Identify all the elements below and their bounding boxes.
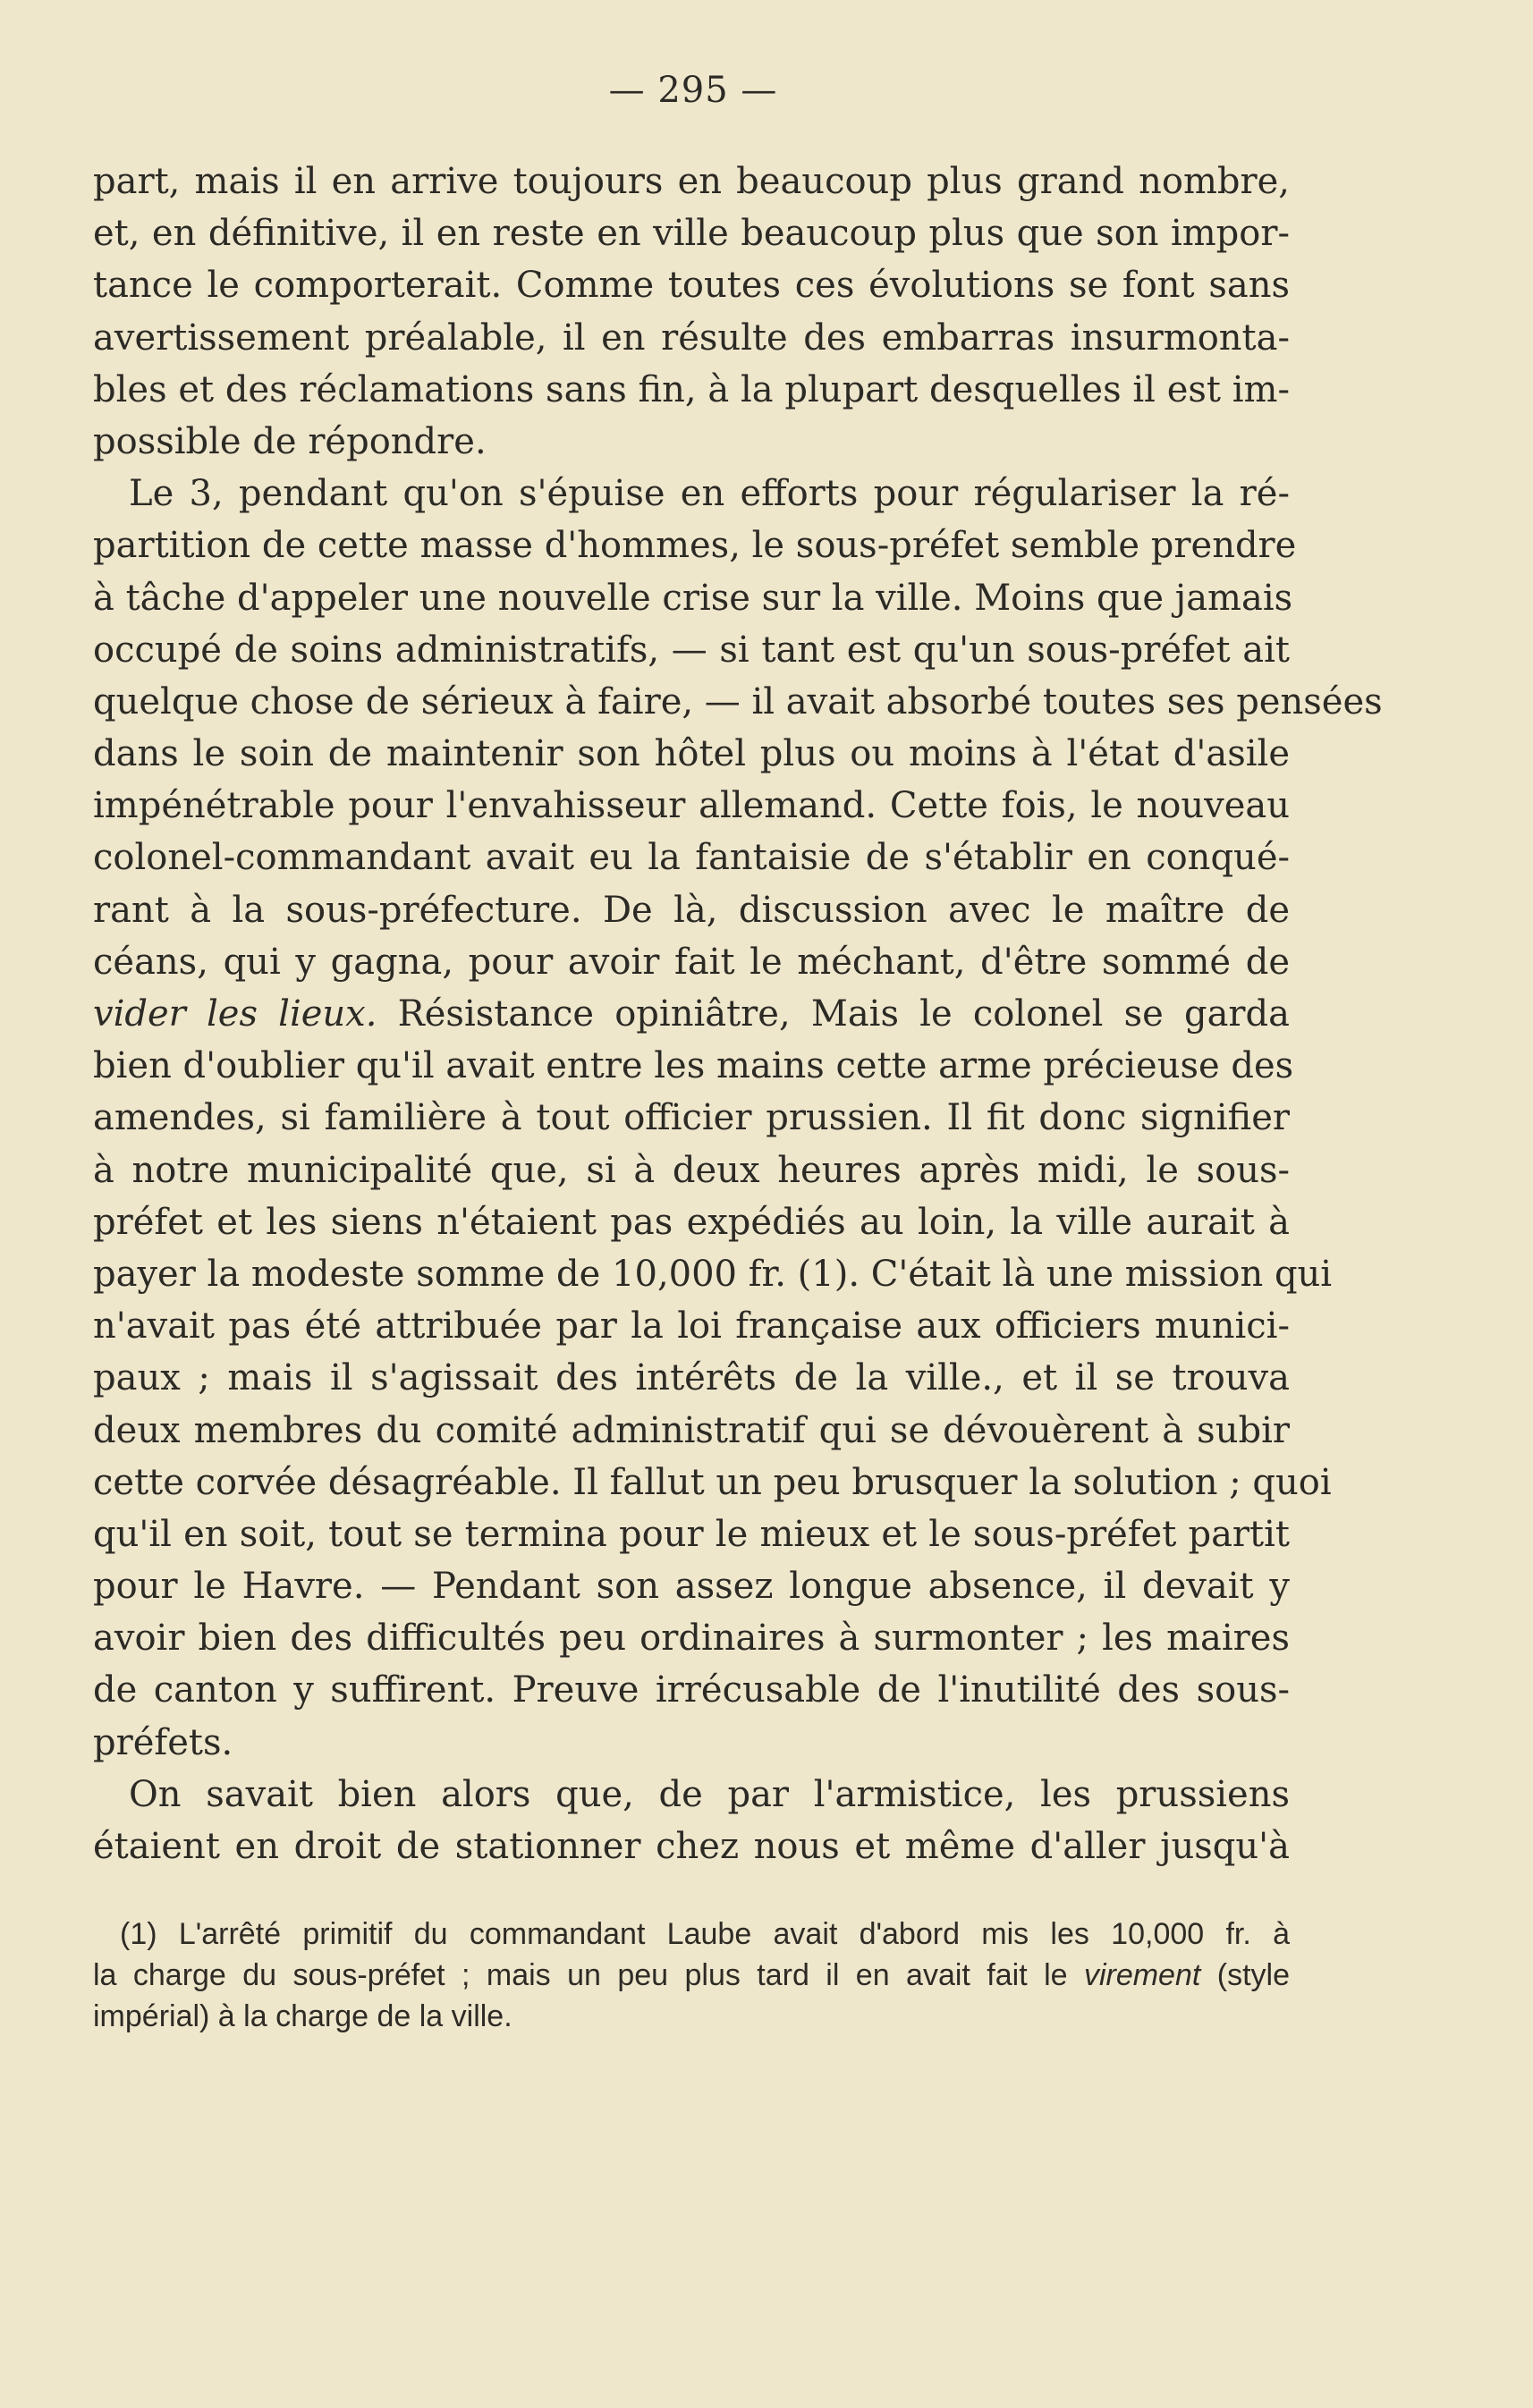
text-line: bien d'oublier qu'il avait entre les mains cette arme précieuse des: [93, 1045, 1294, 1087]
text-line: préfet et les siens n'étaient pas expédiés au loin, la ville aurait à: [93, 1201, 1290, 1243]
text-line: à notre municipalité que, si à deux heures après midi, le sous-: [93, 1149, 1290, 1191]
footnote-italic: virement: [1083, 1958, 1201, 1992]
text-line: impénétrable pour l'envahisseur allemand. Cette fois, le nouveau: [93, 785, 1290, 827]
text-line: étaient en droit de stationner chez nous et même d'aller jusqu'à: [93, 1826, 1290, 1867]
mixed-text-line: [93, 988, 1290, 1040]
page-number: — 295 —: [608, 70, 778, 111]
text-fragment: Résistance opiniâtre, Mais le colonel se garda: [377, 993, 1290, 1035]
text-line: et, en définitive, il en reste en ville beaucoup plus que son impor-: [93, 213, 1290, 255]
text-line: bles et des réclamations sans fin, à la plupart desquelles il est im-: [93, 368, 1290, 410]
footnote: [93, 1914, 1290, 2037]
footnote-line: (1) L'arrêté primitif du commandant Laube avait d'abord mis les 10,000 fr. à: [120, 1917, 1290, 1951]
text-line: avoir bien des difficultés peu ordinaires à surmonter ; les maires: [93, 1618, 1290, 1660]
italic-phrase: vider les lieux.: [93, 993, 377, 1035]
text-line: pour le Havre. — Pendant son assez longue absence, il devait y: [93, 1566, 1290, 1608]
text-line: dans le soin de maintenir son hôtel plus ou moins à l'état d'asile: [93, 733, 1290, 775]
text-line: de canton y suffirent. Preuve irrécusable de l'inutilité des sous-: [93, 1669, 1290, 1711]
text-line: avertissement préalable, il en résulte des embarras insurmonta-: [93, 317, 1290, 359]
text-line: préfets.: [93, 1721, 233, 1763]
text-line: partition de cette masse d'hommes, le sous-préfet semble prendre: [93, 525, 1297, 567]
text-line: à tâche d'appeler une nouvelle crise sur la ville. Moins que jamais: [93, 577, 1293, 619]
text-line: payer la modeste somme de 10,000 fr. (1). C'était là une mission qui: [93, 1253, 1333, 1295]
text-line: possible de répondre.: [93, 420, 487, 462]
text-line: rant à la sous-préfecture. De là, discussion avec le maître de: [93, 889, 1290, 931]
text-line: part, mais il en arrive toujours en beaucoup plus grand nombre,: [93, 161, 1290, 202]
text-line: colonel-commandant avait eu la fantaisie de s'établir en conqué-: [93, 837, 1290, 879]
footnote-line: impérial) à la charge de la ville.: [93, 1999, 512, 2033]
body-text: [93, 156, 1383, 1872]
paragraph-start-line: Le 3, pendant qu'on s'épuise en efforts pour régulariser la ré-: [129, 473, 1290, 515]
text-line: cette corvée désagréable. Il fallut un peu brusquer la solution ; quoi: [93, 1461, 1332, 1503]
paragraph-start-line: On savait bien alors que, de par l'armistice, les prussiens: [129, 1773, 1290, 1815]
text-line: qu'il en soit, tout se termina pour le mieux et le sous-préfet partit: [93, 1513, 1290, 1555]
footnote-text: la charge du sous-préfet ; mais un peu plus tard il en avait fait le: [93, 1958, 1084, 1992]
text-line: amendes, si familière à tout officier prussien. Il fit donc signifier: [93, 1097, 1290, 1139]
text-line: deux membres du comité administratif qui se dévouèrent à subir: [93, 1409, 1290, 1451]
text-line: tance le comporterait. Comme toutes ces évolutions se font sans: [93, 265, 1290, 307]
text-line: n'avait pas été attribuée par la loi française aux officiers munici-: [93, 1305, 1290, 1348]
text-line: quelque chose de sérieux à faire, — il avait absorbé toutes ses pensées: [93, 680, 1383, 722]
text-line: paux ; mais il s'agissait des intérêts de la ville., et il se trouva: [93, 1357, 1290, 1399]
footnote-text: (style: [1200, 1958, 1290, 1992]
text-line: céans, qui y gagna, pour avoir fait le méchant, d'être sommé de: [93, 941, 1290, 983]
footnote-line: [93, 1955, 1290, 1996]
text-line: occupé de soins administratifs, — si tant est qu'un sous-préfet ait: [93, 629, 1290, 671]
